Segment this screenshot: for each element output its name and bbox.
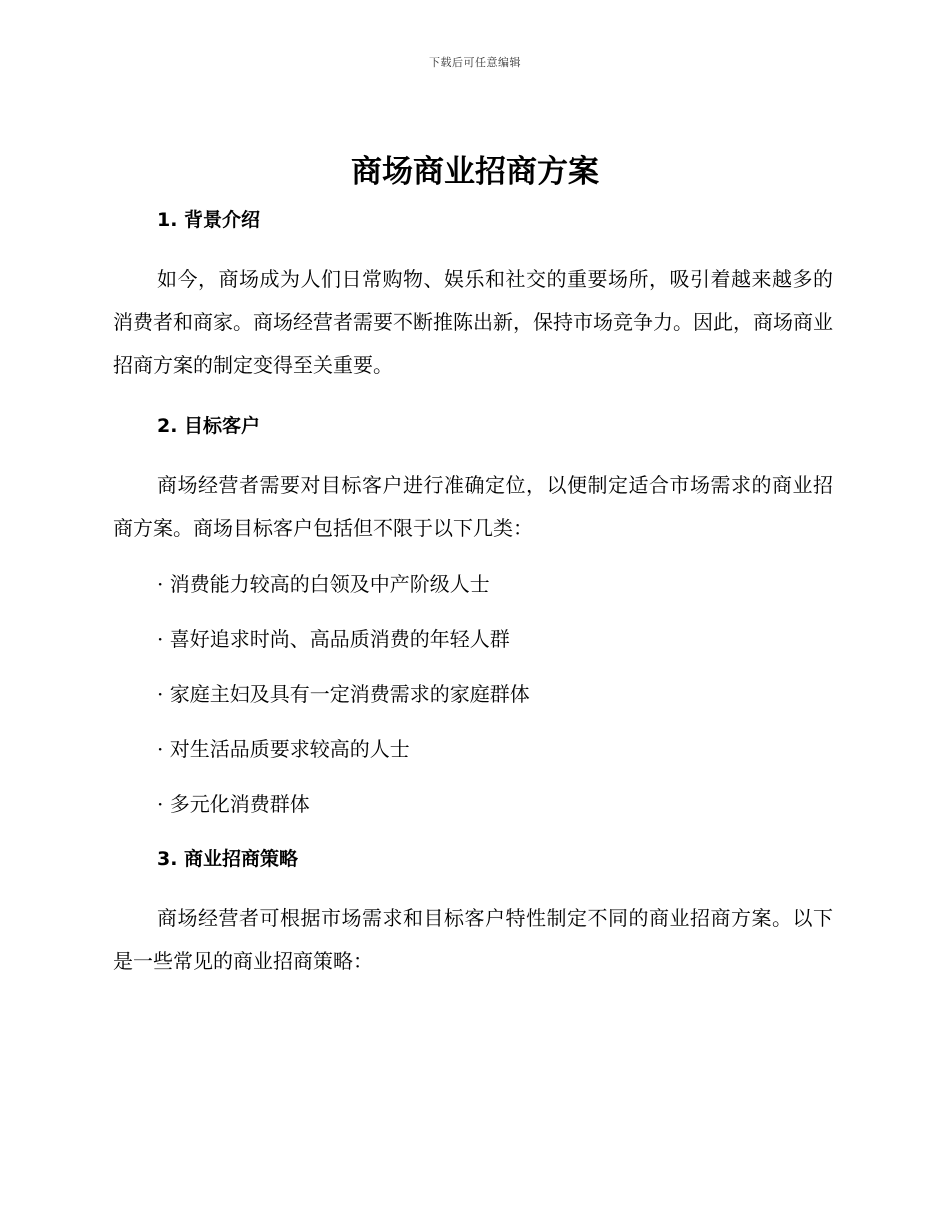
document-body [113, 200, 833, 983]
target-customer-list [113, 557, 833, 832]
header-note: 下载后可任意编辑 [429, 56, 521, 69]
list-item: · 喜好追求时尚、高品质消费的年轻人群 [157, 627, 510, 651]
paragraph-target-customers: 商场经营者需要对目标客户进行准确定位，以便制定适合市场需求的商业招商方案。商场目标客户包括但不限于以下几类： [113, 473, 833, 540]
list-item: · 对生活品质要求较高的人士 [157, 737, 410, 761]
paragraph-strategy: 商场经营者可根据市场需求和目标客户特性制定不同的商业招商方案。以下是一些常见的商业招商策略： [113, 906, 833, 973]
paragraph-background: 如今，商场成为人们日常购物、娱乐和社交的重要场所，吸引着越来越多的消费者和商家。商场经营者需要不断推陈出新，保持市场竞争力。因此，商场商业招商方案的制定变得至关重要。 [113, 267, 833, 377]
document-title: 商场商业招商方案 [351, 154, 599, 190]
list-item: · 多元化消费群体 [157, 792, 310, 816]
list-item: · 消费能力较高的白领及中产阶级人士 [157, 572, 490, 596]
section-heading-strategy: 3. 商业招商策略 [157, 848, 299, 870]
section-heading-target-customers: 2. 目标客户 [157, 415, 261, 437]
section-heading-background: 1. 背景介绍 [157, 209, 261, 231]
list-item: · 家庭主妇及具有一定消费需求的家庭群体 [157, 682, 530, 706]
